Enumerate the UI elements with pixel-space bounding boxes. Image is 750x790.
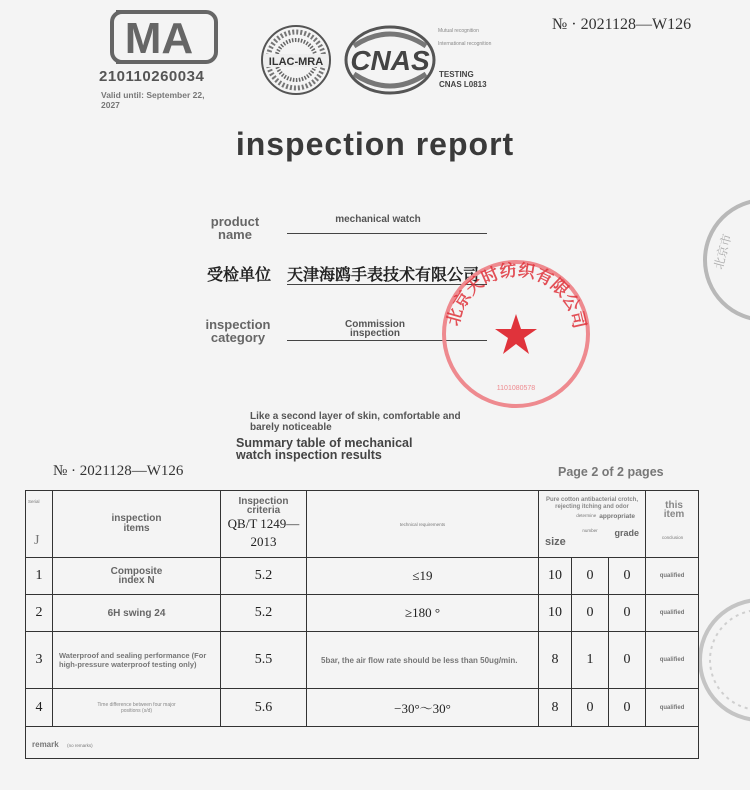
cnas-text: CNAS — [350, 45, 430, 76]
row-no: 4 — [26, 689, 53, 727]
inspected-unit-label: 受检单位 — [207, 267, 272, 284]
page-report-number: № · 2021128—W126 — [53, 463, 184, 479]
header-group-title: Pure cotton antibacterial crotch, rejecting itching and odor — [546, 497, 639, 510]
product-description: Like a second layer of skin, comfortable and barely noticeable — [250, 411, 461, 433]
row-item-text: Time difference between four major positions (s/d) — [97, 701, 176, 714]
header-conclusion-text: conclusion — [661, 535, 684, 540]
table-header-row — [26, 491, 699, 558]
row-conclusion: qualified — [646, 632, 699, 689]
inspected-unit-value: 天津海鸥手表技术有限公司 — [287, 267, 480, 284]
header-size: size — [544, 536, 566, 548]
row-number: 0 — [572, 558, 609, 595]
table-row — [26, 632, 699, 689]
row-conclusion: qualified — [646, 558, 699, 595]
header-number: number — [582, 528, 598, 533]
table-row — [26, 689, 699, 727]
row-criteria: 5.2 — [221, 558, 307, 595]
row-item: 6H swing 24 — [53, 595, 221, 632]
header-criteria — [221, 491, 307, 558]
row-grade: 0 — [609, 689, 646, 727]
header-serial-mark: J — [34, 533, 40, 548]
row-grade: 0 — [609, 595, 646, 632]
cma-letters: MA — [124, 14, 194, 63]
page-title: inspection report — [235, 126, 515, 162]
row-criteria: 5.2 — [221, 595, 307, 632]
row-number: 0 — [572, 595, 609, 632]
header-items-text — [53, 514, 220, 534]
cma-cert-number: 210110260034 — [99, 68, 205, 85]
table-row — [26, 558, 699, 595]
row-criteria: 5.5 — [221, 632, 307, 689]
category-label — [204, 318, 272, 344]
header-criteria-value — [221, 515, 306, 551]
cma-logo — [100, 8, 218, 66]
header-criteria-label-text: Inspection criteria — [238, 496, 289, 516]
valid-until: Valid until: September 22, 2027 — [101, 90, 205, 110]
header-result-group — [539, 491, 646, 558]
row-no: 1 — [26, 558, 53, 595]
product-name-underline — [287, 233, 487, 234]
product-name-value: mechanical watch — [335, 214, 421, 225]
row-number: 0 — [572, 689, 609, 727]
remark-value: (no remarks) — [67, 742, 93, 748]
row-number: 1 — [572, 632, 609, 689]
product-name-label — [204, 215, 266, 241]
header-determine-row — [539, 513, 645, 520]
row-size: 10 — [539, 558, 572, 595]
row-grade: 0 — [609, 558, 646, 595]
edge-seal-top — [700, 195, 750, 325]
row-size: 8 — [539, 632, 572, 689]
header-conclusion — [646, 491, 699, 558]
recognition-line-1: Mutual recognition — [438, 28, 479, 34]
header-this-item-text: this item — [663, 500, 685, 520]
edge-seal-top-text: 北京市 — [711, 232, 735, 271]
header-this-item — [652, 501, 696, 519]
remark-label: remark — [32, 739, 59, 749]
mra-text: ILAC-MRA — [268, 56, 324, 68]
category-value: Commission inspection — [344, 319, 405, 339]
report-number: № · 2021128—W126 — [552, 16, 692, 33]
row-grade: 0 — [609, 632, 646, 689]
header-appropriate: appropriate — [599, 513, 636, 520]
remark-row — [26, 727, 699, 759]
company-seal — [440, 258, 592, 410]
page-info: Page 2 of 2 pages — [558, 465, 664, 479]
category-label-text: inspection category — [205, 317, 271, 345]
testing-line-1: TESTING — [439, 70, 474, 79]
header-requirements — [307, 491, 539, 558]
summary-title: Summary table of mechanical watch inspection results — [236, 436, 413, 462]
row-size: 8 — [539, 689, 572, 727]
row-requirement: 5bar, the air flow rate should be less than 50ug/min. — [307, 632, 539, 689]
results-table — [25, 490, 699, 759]
table-row — [26, 595, 699, 632]
header-grade: grade — [614, 528, 639, 538]
remark-cell — [26, 727, 699, 759]
recognition-text — [438, 28, 508, 48]
header-requirements-text: technical requirements — [399, 521, 446, 527]
row-item-text: Composite index N — [110, 566, 163, 586]
row-item: Waterproof and sealing performance (For high-pressure waterproof testing only) — [53, 632, 221, 689]
product-name-label-text: product name — [210, 214, 260, 242]
seal-ring-text: 北京天时纺织有限公司 — [443, 260, 590, 331]
row-requirement: ≥180 ° — [307, 595, 539, 632]
row-no: 3 — [26, 632, 53, 689]
recognition-line-2: International recognition — [438, 41, 492, 47]
header-items — [53, 491, 221, 558]
testing-line-2: CNAS L0813 — [439, 80, 487, 89]
row-item — [53, 558, 221, 595]
row-criteria: 5.6 — [221, 689, 307, 727]
header-serial — [26, 491, 53, 558]
row-no: 2 — [26, 595, 53, 632]
row-size: 10 — [539, 595, 572, 632]
header-serial-small: Serial — [28, 499, 40, 504]
testing-label — [439, 70, 487, 90]
header-sub-cols — [539, 528, 645, 548]
cnas-seal — [344, 24, 436, 96]
row-requirement: −30°～30° — [307, 689, 539, 727]
row-conclusion: qualified — [646, 689, 699, 727]
header-criteria-value-text: QB/T 1249—2013 — [227, 516, 300, 549]
header-items-label: inspection items — [111, 513, 162, 534]
row-conclusion: qualified — [646, 595, 699, 632]
row-item — [53, 689, 221, 727]
row-requirement: ≤19 — [307, 558, 539, 595]
seal-star-icon — [495, 314, 537, 354]
header-determine: determine — [576, 513, 597, 518]
seal-serial: 1101080578 — [496, 385, 536, 392]
header-criteria-label — [221, 497, 306, 515]
ilac-mra-seal — [258, 24, 334, 96]
